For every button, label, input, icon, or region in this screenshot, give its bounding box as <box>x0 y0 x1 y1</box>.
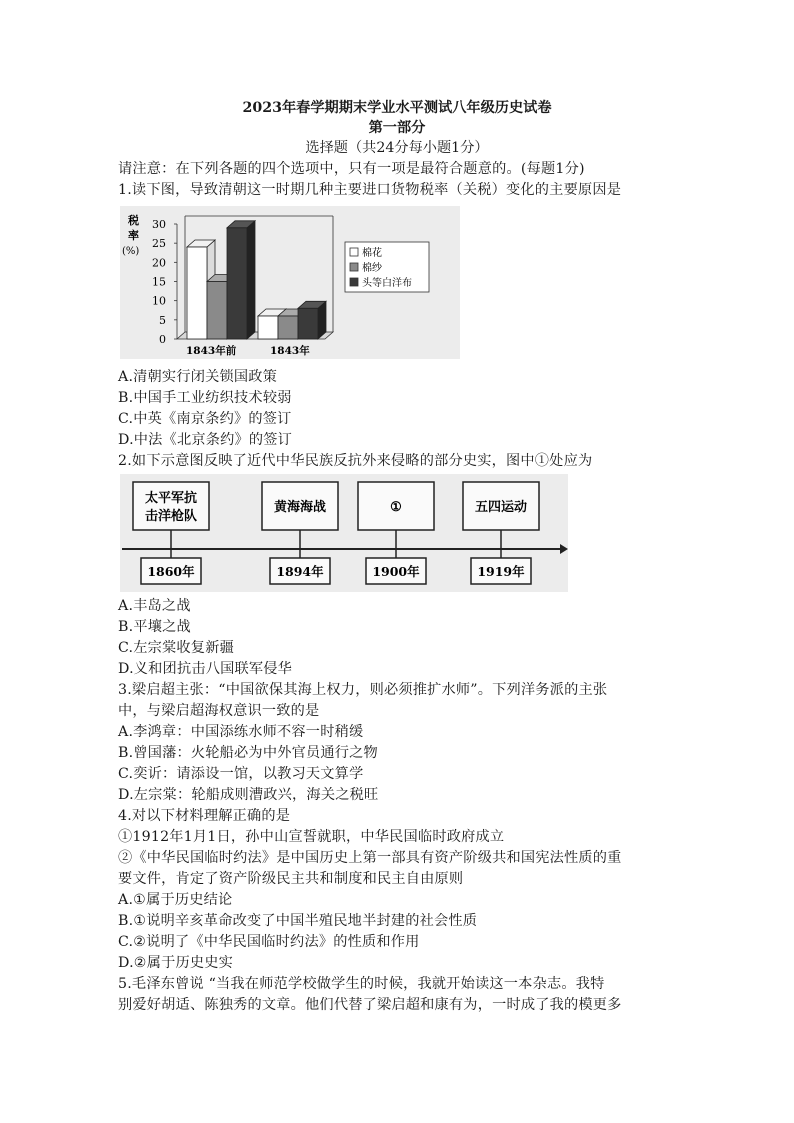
history-timeline <box>120 474 568 592</box>
q4-stem: 4.对以下材料理解正确的是 <box>118 808 291 824</box>
q4-material-2-line2: 要文件，肯定了资产阶级民主共和制度和民主自由原则 <box>118 871 464 887</box>
event-label-2: ① <box>390 500 402 515</box>
q4-option-b: B.①说明辛亥革命改变了中国半殖民地半封建的社会性质 <box>118 913 478 929</box>
event-label-0: 击洋枪队 <box>144 509 198 524</box>
year-label-3: 1919年 <box>477 564 525 579</box>
chart-ytick-20: 20 <box>152 256 166 270</box>
legend-swatch-cloth <box>350 278 358 286</box>
q2-option-c: C.左宗棠收复新疆 <box>118 640 234 656</box>
legend-label-cloth: 头等白洋布 <box>362 278 412 289</box>
legend-label-cotton: 棉花 <box>362 248 382 259</box>
q2-option-a: A.丰岛之战 <box>118 598 191 614</box>
q4-option-a: A.①属于历史结论 <box>118 892 233 908</box>
q1-option-c: C.中英《南京条约》的签订 <box>118 411 292 427</box>
q4-material-2-line1: ②《中华民国临时约法》是中国历史上第一部具有资产阶级共和国宪法性质的重 <box>118 850 622 866</box>
event-label-0: 太平军抗 <box>144 491 198 506</box>
page-title: 2023年春学期期末学业水平测试八年级历史试卷 <box>242 100 552 116</box>
year-label-2: 1900年 <box>372 564 420 579</box>
notice-text: 请注意：在下列各题的四个选项中，只有一项是最符合题意的。(每题1分) <box>118 161 585 177</box>
q2-option-d: D.义和团抗击八国联军侵华 <box>118 661 293 677</box>
year-label-1: 1894年 <box>276 564 324 579</box>
tariff-bar-chart <box>120 206 460 359</box>
q4-option-d: D.②属于历史史实 <box>118 955 234 971</box>
q2-option-b: B.平壤之战 <box>118 619 191 635</box>
chart-ylabel-2: 率 <box>128 229 139 242</box>
q4-option-c: C.②说明了《中华民国临时约法》的性质和作用 <box>118 934 420 950</box>
q3-stem-line1: 3.梁启超主张：“中国欲保其海上权力，则必须推扩水师”。下列洋务派的主张 <box>118 682 608 698</box>
part-title: 第一部分 <box>368 120 426 136</box>
q3-stem-line2: 中，与梁启超海权意识一致的是 <box>118 703 320 719</box>
legend-swatch-cotton <box>350 248 358 256</box>
event-label-1: 黄海海战 <box>273 500 327 515</box>
q3-option-a: A.李鸿章：中国添练水师不容一时稍缓 <box>118 724 364 740</box>
chart-ylabel-1: 税 <box>128 214 139 227</box>
q5-line2: 别爱好胡适、陈独秀的文章。他们代替了梁启超和康有为，一时成了我的模更多 <box>118 997 622 1013</box>
bar-1-0 <box>258 316 278 339</box>
q4-material-1: ①1912年1月1日，孙中山宣誓就职，中华民国临时政府成立 <box>118 829 505 845</box>
q1-stem: 1.读下图，导致清朝这一时期几种主要进口货物税率（关税）变化的主要原因是 <box>118 182 622 198</box>
chart-xlabel-1: 1843年 <box>270 345 310 357</box>
q3-option-b: B.曾国藩：火轮船必为中外官员通行之物 <box>118 745 378 761</box>
section-title: 选择题（共24分每小题1分） <box>305 140 489 156</box>
bar-0-2 <box>227 228 247 339</box>
chart-ytick-0: 0 <box>159 333 166 346</box>
legend-label-yarn: 棉纱 <box>362 263 382 274</box>
chart-ylabel-3: (%) <box>122 246 140 257</box>
chart-ytick-5: 5 <box>159 313 166 327</box>
chart-ytick-10: 10 <box>152 294 166 308</box>
q2-stem: 2.如下示意图反映了近代中华民族反抗外来侵略的部分史实，图中①处应为 <box>118 453 593 469</box>
chart-ytick-25: 25 <box>152 237 166 251</box>
bar-1-2 <box>298 308 318 339</box>
bar-1-1 <box>278 316 298 339</box>
timeline-arrow-icon <box>560 544 568 554</box>
bar-0-0 <box>187 247 207 339</box>
q5-line1: 5.毛泽东曾说 “当我在师范学校做学生的时候，我就开始读这一本杂志。我特 <box>118 976 605 992</box>
chart-xlabel-0: 1843年前 <box>186 345 237 357</box>
chart-ytick-30: 30 <box>152 218 166 231</box>
q1-option-a: A.清朝实行闭关锁国政策 <box>118 369 278 385</box>
q3-option-c: C.奕䜣：请添设一馆，以教习天文算学 <box>118 766 364 782</box>
year-label-0: 1860年 <box>147 564 195 579</box>
legend-swatch-yarn <box>350 263 358 271</box>
event-label-3: 五四运动 <box>474 500 528 515</box>
q3-option-d: D.左宗棠：轮船成则漕政兴，海关之税旺 <box>118 787 379 803</box>
bar-0-1 <box>207 282 227 340</box>
q1-option-b: B.中国手工业纺织技术较弱 <box>118 390 292 406</box>
q1-option-d: D.中法《北京条约》的签订 <box>118 432 293 448</box>
bar-side-0-2 <box>247 221 255 339</box>
chart-ytick-15: 15 <box>152 275 166 289</box>
